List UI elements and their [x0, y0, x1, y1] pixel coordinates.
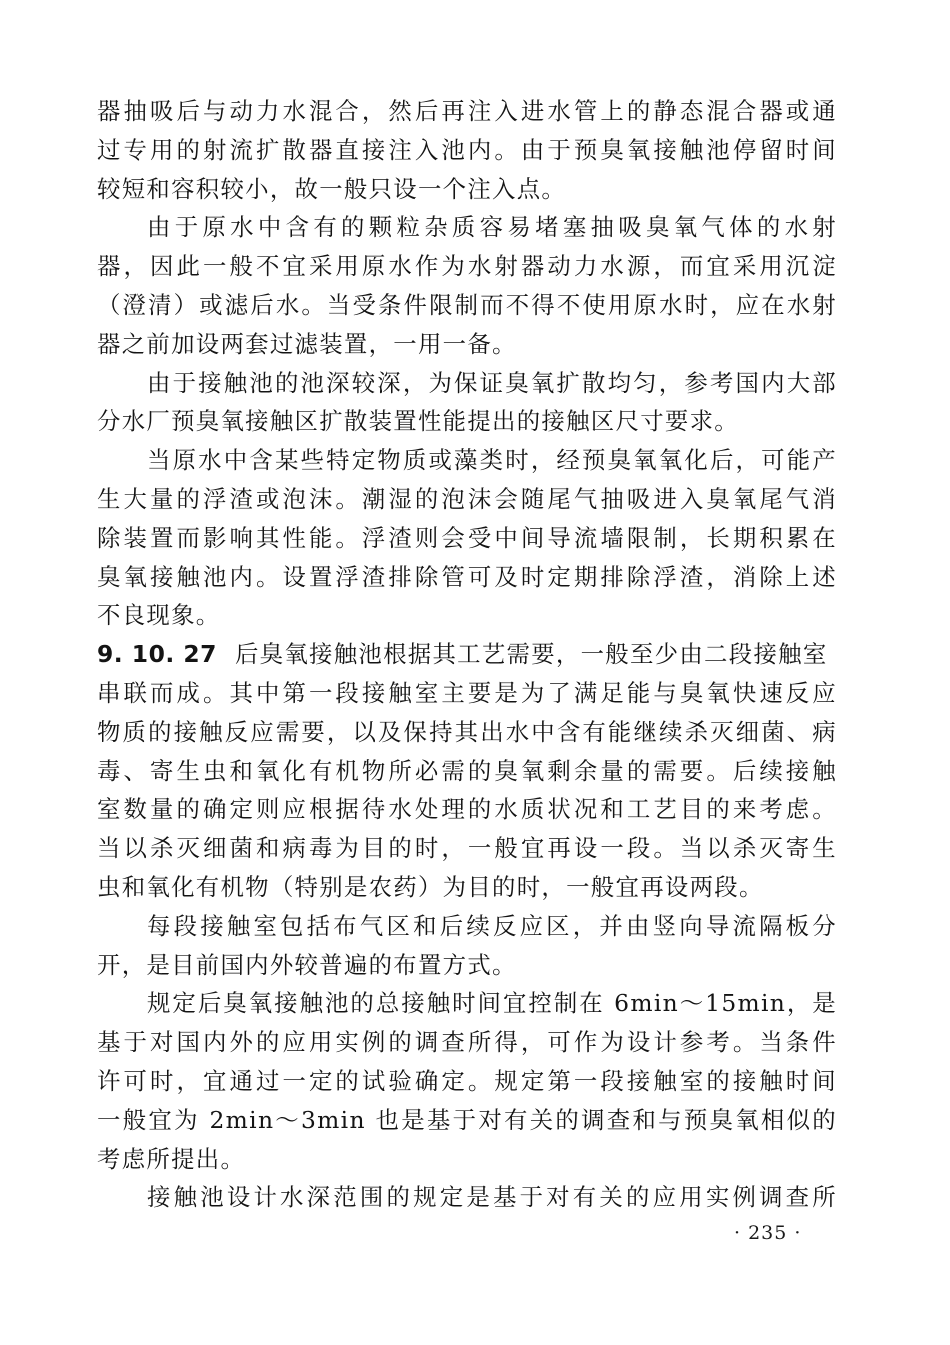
clause-number: 9. 10. 27 — [97, 640, 217, 669]
text-line: 不良现象。 — [97, 601, 221, 630]
text-line: 器，因此一般不宜采用原水作为水射器动力水源，而宜采用沉淀 — [97, 252, 837, 281]
text-line: 许可时，宜通过一定的试验确定。规定第一段接触室的接触时间 — [97, 1066, 837, 1095]
text-line: 基于对国内外的应用实例的调查所得，可作为设计参考。当条件 — [97, 1028, 837, 1057]
text-line: 开，是目前国内外较普遍的布置方式。 — [97, 950, 517, 979]
text-line: 毒、寄生虫和氧化有机物所必需的臭氧剩余量的需要。后续接触 — [97, 756, 837, 785]
body-text — [97, 92, 837, 1217]
text-line: 较短和容积较小，故一般只设一个注入点。 — [97, 174, 567, 203]
text-line: 由于原水中含有的颗粒杂质容易堵塞抽吸臭氧气体的水射 — [147, 213, 837, 242]
text-line: 器之前加设两套过滤装置，一用一备。 — [97, 329, 517, 358]
text-line: 由于接触池的池深较深，为保证臭氧扩散均匀，参考国内大部 — [147, 368, 837, 397]
clause-line — [97, 635, 837, 674]
text-line: 一般宜为 2min～3min 也是基于对有关的调查和与预臭氧相似的 — [97, 1105, 837, 1134]
text-line: 除装置而影响其性能。浮渣则会受中间导流墙限制，长期积累在 — [97, 523, 837, 552]
text-line: 过专用的射流扩散器直接注入池内。由于预臭氧接触池停留时间 — [97, 135, 837, 164]
text-line: 规定后臭氧接触池的总接触时间宜控制在 6min～15min，是 — [147, 989, 837, 1018]
text-line: 串联而成。其中第一段接触室主要是为了满足能与臭氧快速反应 — [97, 678, 837, 707]
text-line: 当原水中含某些特定物质或藻类时，经预臭氧氧化后，可能产 — [147, 446, 837, 475]
text-line: 生大量的浮渣或泡沫。潮湿的泡沫会随尾气抽吸进入臭氧尾气消 — [97, 484, 837, 513]
text-line: 接触池设计水深范围的规定是基于对有关的应用实例调查所 — [147, 1183, 837, 1212]
page-number: · 235 · — [734, 1222, 802, 1244]
text-line: 虫和氧化有机物（特别是农药）为目的时，一般宜再设两段。 — [97, 872, 764, 901]
text-line: 器抽吸后与动力水混合，然后再注入进水管上的静态混合器或通 — [97, 97, 837, 125]
clause-text: 后臭氧接触池根据其工艺需要，一般至少由二段接触室 — [234, 640, 828, 669]
text-line: 室数量的确定则应根据待水处理的水质状况和工艺目的来考虑。 — [97, 795, 837, 824]
text-line: 每段接触室包括布气区和后续反应区，并由竖向导流隔板分 — [147, 911, 837, 940]
text-line: 物质的接触反应需要，以及保持其出水中含有能继续杀灭细菌、病 — [97, 717, 837, 746]
text-line: 臭氧接触池内。设置浮渣排除管可及时定期排除浮渣，消除上述 — [97, 562, 837, 591]
text-line: 考虑所提出。 — [97, 1144, 246, 1173]
text-line: （澄清）或滤后水。当受条件限制而不得不使用原水时，应在水射 — [97, 290, 837, 319]
text-line: 分水厂预臭氧接触区扩散装置性能提出的接触区尺寸要求。 — [97, 407, 739, 436]
text-line: 当以杀灭细菌和病毒为目的时，一般宜再设一段。当以杀灭寄生 — [97, 834, 837, 863]
